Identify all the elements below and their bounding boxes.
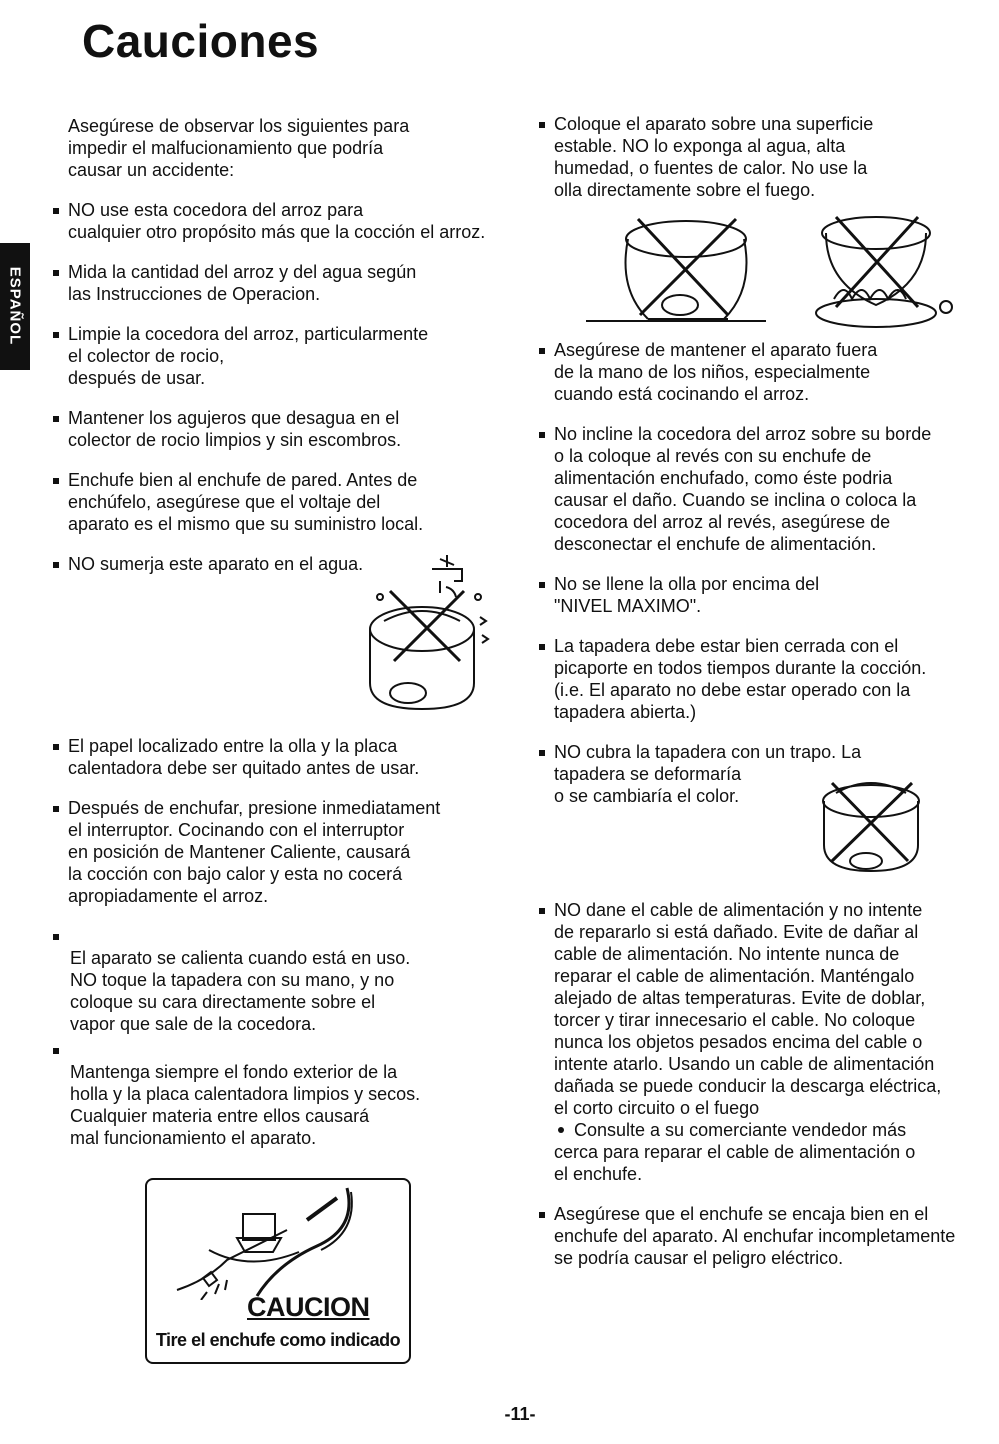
caution-item: Mantenga siempre el fondo exterior de la holla y la placa calentadora limpios y secos. Cualquier materia entre ellos causará mal funcionamiento el aparato.: [50, 1039, 530, 1149]
sub-bullet: Consulte a su comerciante vendedor más cerca para reparar el cable de alimentación o el enchufe.: [554, 1120, 916, 1184]
caution-item: Asegúrese que el enchufe se encaja bien en el enchufe del aparato. Al enchufar incompletamente se podría causar el peligro eléctrico.: [536, 1203, 998, 1269]
language-tab-label: ESPAÑOL: [6, 266, 24, 346]
page-title: Cauciones: [82, 15, 320, 67]
caution-item: El aparato se calienta cuando está en uso. NO toque la tapadera con su mano, y no coloque su cara directamente sobre el vapor que sale de la cocedora.: [50, 925, 530, 1035]
caution-item: NO cubra la tapadera con un trapo. La tapadera se deformaría o se cambiaría el color.: [536, 741, 998, 807]
intro-paragraph: Asegúrese de observar los siguientes para impedir el malfucionamiento que podría causar un accidente:: [68, 116, 410, 180]
left-column: [50, 115, 530, 1167]
caution-item: Mantener los agujeros que desagua en el colector de rocio limpios y sin escombros.: [50, 407, 530, 451]
caution-item: Mida la cantidad del arroz y del agua según las Instrucciones de Operacion.: [50, 261, 530, 305]
language-tab: [0, 243, 30, 370]
caution-item: Enchufe bien al enchufe de pared. Antes de enchúfelo, asegúrese que el voltaje del aparato es el mismo que su suministro local.: [50, 469, 530, 535]
caution-item: Coloque el aparato sobre una superficie estable. NO lo exponga al agua, alta humedad, o fuentes de calor. No use la olla directamente sobre el fuego.: [536, 113, 998, 201]
page-number: -11-: [504, 1404, 536, 1424]
no-water-illustration: [360, 551, 510, 719]
caution-item: No incline la cocedora del arroz sobre su borde o la coloque al revés con su enchufe de alimentación enchufado, como éste podria causar el daño. Cuando se inclina o coloca la cocedora del arroz al revés, asegúrese de desconectar el enchufe de alimentación.: [536, 423, 998, 555]
unplug-illustration: [147, 1180, 409, 1300]
caution-item: Después de enchufar, presione inmediatament el interruptor. Cocinando con el interruptor en posición de Mantener Caliente, causará la cocción con bajo calor y esta no cocerá apropiadamente el arroz.: [50, 797, 530, 907]
caution-heading: CAUCION: [247, 1292, 370, 1322]
caution-item: Limpie la cocedora del arroz, particularmente el colector de rocio, después de usar.: [50, 323, 530, 389]
right-column: [536, 113, 998, 1287]
caution-box: [145, 1178, 411, 1364]
sub-bullet-dot: [558, 1127, 564, 1133]
caution-item: El papel localizado entre la olla y la placa calentadora debe ser quitado antes de usar.: [50, 735, 530, 779]
caution-item: NO use esta cocedora del arroz para cualquier otro propósito más que la cocción el arroz.: [50, 199, 530, 243]
caution-item: Asegúrese de mantener el aparato fuera de la mano de los niños, especialmente cuando está cocinando el arroz.: [536, 339, 998, 405]
unstable-surface-illustration: [576, 209, 956, 329]
caution-item: No se llene la olla por encima del "NIVEL MAXIMO".: [536, 573, 998, 617]
caution-item: NO sumerja este aparato en el agua.: [50, 553, 530, 575]
caution-item: La tapadera debe estar bien cerrada con el picaporte en todos tiempos durante la cocción. (i.e. El aparato no debe estar operado con la tapadera abierta.): [536, 635, 998, 723]
caution-item: NO dane el cable de alimentación y no intente de repararlo si está dañado. Evite de dañar al cable de alimentación. No intente nunca de reparar el cable de alimentación. Manténgalo alejado de altas temperaturas. Evite de doblar, torcer y tirar innecesario el cable. No coloque nunca los objetos pesados encima del cable o intente atarlo. Usando un cable de alimentación dañada se puede conducir la descarga eléctrica, el corto circuito o el fuego Consulte a su comerciante vendedor más cerca para reparar el cable de alimentación o el enchufe.: [536, 899, 998, 1185]
caution-instruction: Tire el enchufe como indicado: [155, 1330, 401, 1350]
